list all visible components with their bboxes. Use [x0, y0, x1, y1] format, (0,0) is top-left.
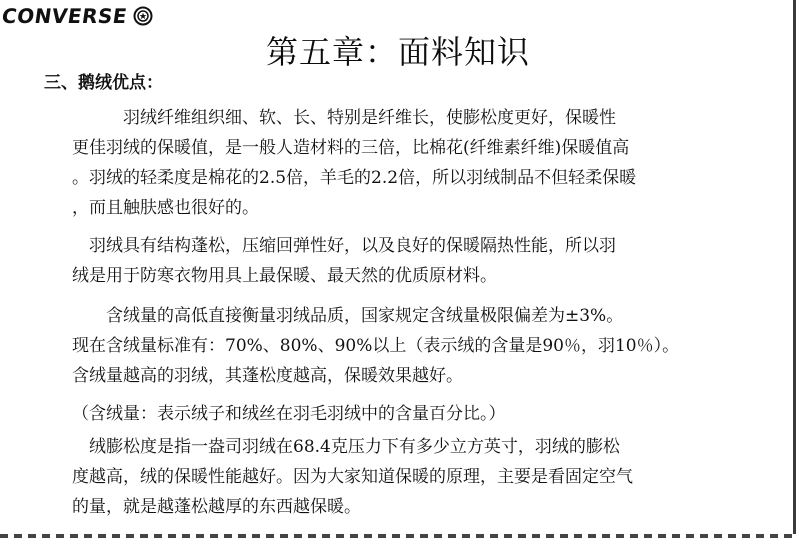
paragraph-definition-note — [72, 399, 748, 429]
paragraph-line: 度越高，绒的保暖性能越好。因为大家知道保暖的原理，主要是看固定空气 — [72, 467, 633, 487]
converse-logo — [2, 2, 153, 30]
bottom-dashed-border — [0, 534, 796, 538]
paragraph-line: 羽绒具有结构蓬松，压缩回弹性好，以及良好的保暖隔热性能，所以羽 — [72, 236, 616, 256]
paragraph-structure — [72, 231, 748, 291]
paragraph-line: 绒是用于防寒衣物用具上最保暖、最天然的优质原材料。 — [72, 266, 497, 286]
logo-wordmark: CONVERSE — [0, 4, 129, 28]
paragraph-line: 的量，就是越蓬松越厚的东西越保暖。 — [72, 497, 361, 517]
paragraph-line: 含绒量越高的羽绒，其蓬松度越高，保暖效果越好。 — [72, 366, 463, 386]
page-title: 第五章：面料知识 — [265, 33, 530, 71]
paragraph-line: （含绒量：表示绒子和绒丝在羽毛羽绒中的含量百分比。） — [72, 404, 506, 424]
section-heading: 三、鹅绒优点： — [44, 73, 163, 93]
paragraph-line: 。羽绒的轻柔度是棉花的2.5倍，羊毛的2.2倍，所以羽绒制品不但轻柔保暖 — [72, 168, 637, 188]
paragraph-down-fiber — [72, 103, 748, 223]
star-circle-icon — [133, 6, 153, 26]
paragraph-line: ，而且触肤感也很好的。 — [72, 198, 259, 218]
paragraph-line: 现在含绒量标准有：70%、80%、90%以上（表示绒的含量是90％，羽10％）。 — [72, 336, 680, 356]
paragraph-line: 更佳羽绒的保暖值，是一般人造材料的三倍，比棉花(纤维素纤维)保暖值高 — [72, 138, 630, 158]
paragraph-down-content — [72, 301, 748, 391]
paragraph-line: 绒膨松度是指一盎司羽绒在68.4克压力下有多少立方英寸，羽绒的膨松 — [72, 437, 620, 457]
paragraph-fill-power — [72, 432, 748, 522]
paragraph-line: 羽绒纤维组织细、软、长、特别是纤维长，使膨松度更好，保暖性 — [72, 108, 616, 128]
paragraph-line: 含绒量的高低直接衡量羽绒品质，国家规定含绒量极限偏差为±3%。 — [72, 306, 624, 326]
